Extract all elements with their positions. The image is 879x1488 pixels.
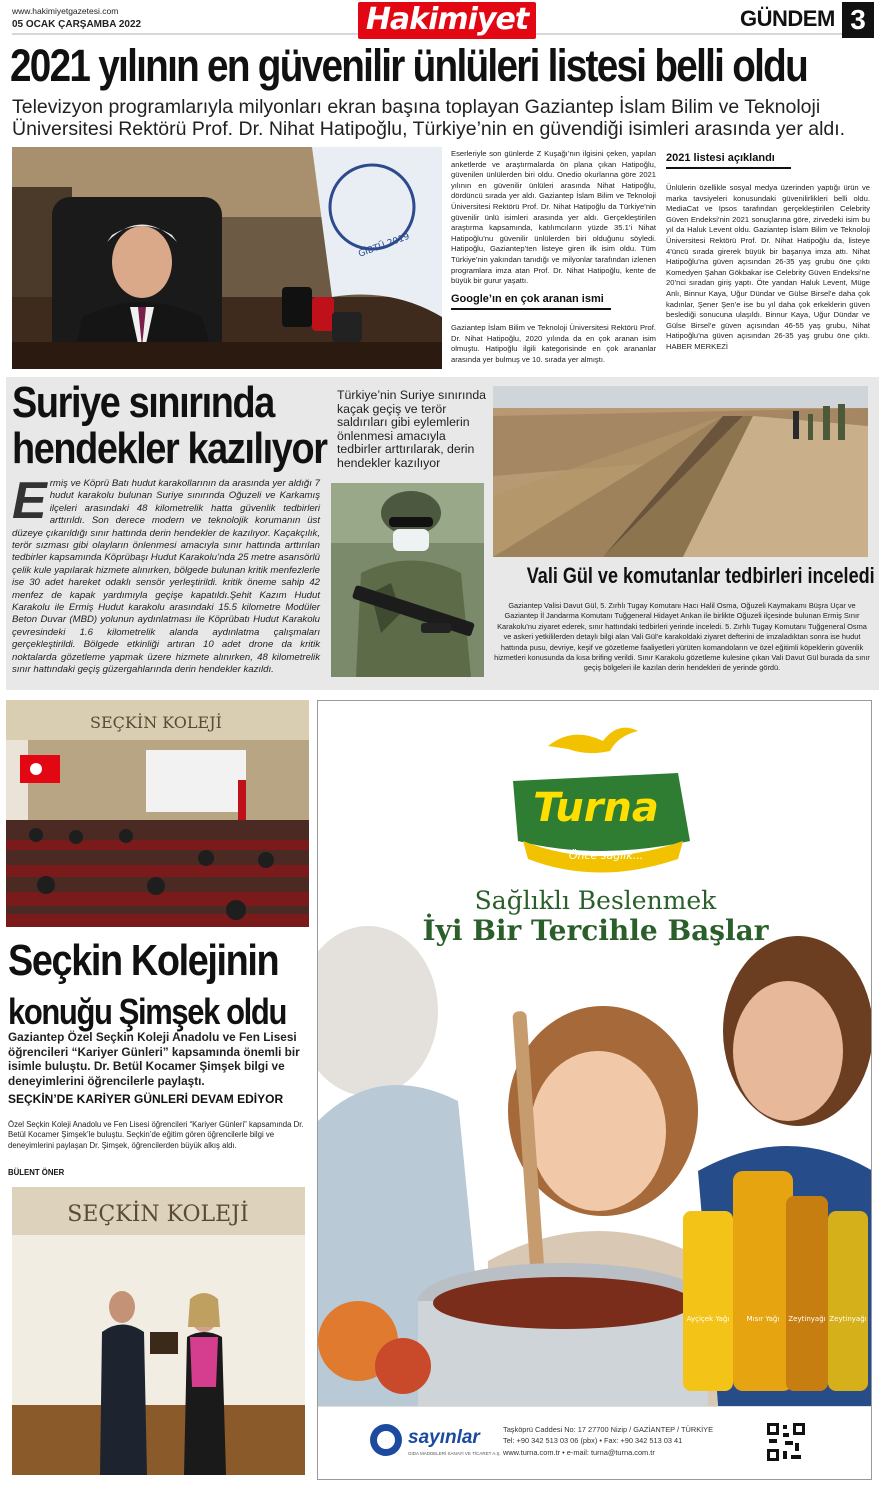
site-url: www.hakimiyetgazetesi.com xyxy=(12,6,119,16)
wall-sign: SEÇKİN KOLEJİ xyxy=(90,713,222,732)
story1-column1: Eserleriyle son günlerde Z Kuşağı’nın ilgisini çeken, yapılan anketlerde ve araştırmalarda ön plana çıkan Hatipoğlu, güvenilen ünlülerden biri oldu. Onedio okurlarına göre 2021 yılının en güvenilir ünlüleri arasında Nihat Hatipoğlu, dördüncü sırada yer aldı. Gaziantep İslam Bilim ve Teknoloji Üniversitesi Rektörü Prof. Dr. Nihat Hatipoğlu da Türkiye’nin güvenilir ünlü isimleri arasında yer aldı. Gerçekleştirilen araştırma kapsamında, katılımcıların yüzde 35.1’i Nihat Hatipoğlu’nu güvenilir ünlülerden biri olduğunu söyledi. Hatipoğlu, Gaziantep’ten listeye giren ilk isim oldu. Tüm Türkiye’nin yakından tanıdığı ve milyonlar tarafından izlenen programlara imza atan Prof. Dr. Nihat Hatipoğlu, kente de büyük bir gurur yaşattı. xyxy=(451,149,656,286)
newspaper-logo: Hakimiyet xyxy=(358,2,536,39)
story3-headline-line2: konuğu Şimşek oldu xyxy=(8,991,286,1032)
story3-photo-award xyxy=(12,1187,305,1475)
wall-sign-2: SEÇKİN KOLEJİ xyxy=(67,1202,249,1227)
story1-kicker2: 2021 listesi açıklandı xyxy=(666,152,775,164)
sayinlar-logo-icon xyxy=(368,1422,404,1458)
ad-brand-slogan: Önce sağlık... xyxy=(568,849,644,862)
story2-body-wrap xyxy=(12,472,320,677)
story3-kicker: SEÇKİN’DE KARİYER GÜNLERİ DEVAM EDİYOR xyxy=(8,1092,284,1106)
kicker2-rule xyxy=(666,167,791,169)
story2-lead: Türkiye’nin Suriye sınırında kaçak geçiş ve terör saldırıları gibi eylemlerin önlenmesi amacıyla tedbirler arttırılarak, derin hendekler kazılıyor xyxy=(337,388,486,470)
qr-code-icon[interactable] xyxy=(765,1421,807,1463)
story1-kicker1: Google’ın en çok aranan ismi xyxy=(451,293,604,305)
story2-caption: Gaziantep Valisi Davut Gül, 5. Zırhlı Tugay Komutanı Hacı Halil Osma, Oğuzeli Kaymakamı Büşra Uçar ve Gaziantep İl Jandarma Komutanı Tuğgeneral Hidayet Arıkan ile birlikte Oğuzeli ilçesinde bulunan Ermiş Sınır Karakolu’nu ziyaret ederek, sınır hattındaki tedbirleri yerinde inceledi. 5. Zırhlı Tugay Komutanı Tuğgeneral Osma ve askeri yetkililerden detaylı bilgi alan Vali Gül’e karakoldaki ziyaret defterini de imzaladıktan sonra ise hudut hattında pusu, devriye, keşif ve gözetleme faaliyetleri yürüten komandoların ve özel eğitimli köpeklerin güvenlik hizmetleri konusunda da kısa brifing verildi. Sınır Karakolu gözetleme kulesine çıkan Vali Davut Gül burada da sınır geçiş bölgeleri ile kazılan derin hendekleri de yerinde gördü. xyxy=(494,601,870,673)
ad-tagline1: Sağlıklı Beslenmek xyxy=(474,886,717,915)
ad-company-sub: GIDA MADDELERİ SANAYİ VE TİCARET A.Ş. xyxy=(408,1451,501,1456)
story1-headline: 2021 yılının en güvenilir ünlüleri listesi belli oldu xyxy=(10,40,808,91)
story2-dropcap: E xyxy=(12,472,47,530)
story3-body: Özel Seçkin Koleji Anadolu ve Fen Lisesi öğrencileri “Kariyer Günleri” kapsamında Dr. Betül Kocamer Şimşek’le buluştu. Seçkin’de eğitim gören öğrencilerle bilgi ve deneyimlerini paylaşan Dr. Şimşek, öğrencilerden büyük alkış aldı. xyxy=(8,1120,304,1150)
ad-address-line3[interactable]: www.turna.com.tr • e-mail: turna@turna.com.tr xyxy=(503,1447,655,1457)
story1-column1b: Gaziantep İslam Bilim ve Teknoloji Üniversitesi Rektörü Prof. Dr. Nihat Hatipoğlu, 2020 yılında da en çok aranan isim olmuştu. Hatipoğlu ilgili kategorisinde en çok arananlar arasında yer bulmuş ve 10. sırada yer almıştı. xyxy=(451,323,656,364)
story1-kicker2-wrap xyxy=(666,152,870,169)
story2-headline-line1: Suriye sınırında xyxy=(12,378,274,427)
bottle-label-1: Ayçiçek Yağı xyxy=(686,1315,730,1323)
section-title: GÜNDEM xyxy=(740,6,835,31)
story2-subheadline: Vali Gül ve komutanlar tedbirleri inceledi xyxy=(526,563,875,588)
turna-advertisement[interactable] xyxy=(317,700,872,1480)
story3-photo-auditorium xyxy=(6,700,309,927)
story1-photo-hatipoglu xyxy=(12,147,442,369)
page-number: 3 xyxy=(842,2,874,38)
ad-illustration xyxy=(318,701,872,1406)
story3-headline-line1: Seçkin Kolejinin xyxy=(8,936,279,985)
story2-headline-line2: hendekler kazılıyor xyxy=(12,424,327,473)
issue-date: 05 OCAK ÇARŞAMBA 2022 xyxy=(12,19,142,30)
bottle-label-4: Zeytinyağı xyxy=(829,1315,867,1323)
ad-address-line2: Tel: +90 342 513 03 06 (pbx) • Fax: +90 342 513 03 41 xyxy=(503,1436,683,1446)
ad-footer xyxy=(318,1406,872,1480)
story3-byline: BÜLENT ÖNER xyxy=(8,1168,65,1177)
ad-address xyxy=(503,1424,713,1458)
story1-subheadline: Televizyon programlarıyla milyonları ekran başına toplayan Gaziantep İslam Bilim ve Teknoloji Üniversitesi Rektörü Prof. Dr. Nihat Hatipoğlu, Türkiye’nin en güvendiği isimleri arasında yer aldı. xyxy=(12,96,846,140)
story1-kicker1-wrap xyxy=(451,293,656,310)
story3-lead: Gaziantep Özel Seçkin Koleji Anadolu ve Fen Lisesi öğrencileri “Kariyer Günleri” kapsamında önemli bir isimle buluştu. Dr. Betül Kocamer Şimşek bilgi ve deneyimlerini öğrencilerle paylaştı. xyxy=(8,1030,300,1088)
kicker1-rule xyxy=(451,308,611,310)
story2-photo-soldier xyxy=(331,483,484,677)
story2-body: rmiş ve Köprü Batı hudut karakollarının da arasında yer aldığı 7 hudut karakolu bulunan Suriye sınırında Oğuzeli ve Karkamış ilçeleri arasındaki 48 kilometrelik hatta güvenlik tedbirleri arttırıldı. Son derece modern ve teknolojik korumanın üst düzeye çıkarıldığı sınır hattında derin hendekler de kazılıyor. Kaçakçılık, terör sızması gibi olayların önlenmesi amacıyla sınır hattında arttırılan tedbirler kapsamında Köprübaşı Hudut Karakolu’nda 25 metre asansörlü çelik kule yapılarak hizmete alınırken, bölgede bulunan kritik menfezlerle ise 30 adet hareket odaklı sensör yerleştirildi. kritik öneme sahip 42 menfez de kapak yardımıyla geçişe kapatıldı.Şehit Kazım Hudut Karakolu ile Ermiş Hudut karakolu arasındaki 15.5 kilometre Modüler Beton Duvar (MBD) yolunun aydınlatması ile Köprübatı Hudut Karakolu çevresindeki 1.6 kilometrelik alanda aydınlatma çalışmaları gerçekleştirildi. Bölgede etkinliği artıran 10 adet drone da kritik noktalarda gözetleme yapmak üzere hizmete alınırken, 48 kilometrelik sınır hattındaki geçiş güzergahlarında derin hendekler kazıldı. xyxy=(12,478,320,676)
story2-photo-trench xyxy=(493,386,868,557)
ad-address-line1: Taşköprü Caddesi No: 17 27700 Nizip / GAZİANTEP / TÜRKİYE xyxy=(503,1425,714,1434)
bottle-label-2: Mısır Yağı xyxy=(746,1315,780,1323)
story1-column2: Ünlülerin özellikle sosyal medya üzerinden yaptığı ürün ve marka tavsiyeleri konusundaki güvenilirlikleri belli oldu. MediaCat ve Ipsos tarafından gerçekleştirilen Celebrity Güven Endeksi’nin 2021 sonuçlarına göre, zirvedeki isim bu yıl da Haluk Levent oldu. Gaziantep İslam Bilim ve Teknoloji Üniversitesi Rektörü Prof. Dr. Nihat Hatipoğlu da, listeye 4’üncü sırada girerek büyük bir başarıya imza attı. Nihat Hatipoğlu’na güven açısından 26-35 yaş grubu öne çıktı Komedyen Şahan Gökbakar ise Celebrity Güven Endeksi’ne 20’nci sıradan giriş yaptı. Öte yandan Haluk Levent, Müge Anlı, Binnur Kaya, Uğur Dündar ve Gülse Birsel’e daha çok kadınlar, Şener Şen’e ise bu yıl daha çok erkeklerin güven beslediği sonucuna ulaşıldı. Binnur Kaya, Uğur Dündar ve Gülse Birsel’e güven açısından 46-55 yaş grubu, Nihat Hatipoğlu’na güven açısından 26-35 yaş grubu öne çıktı. HABER MERKEZİ xyxy=(666,183,870,351)
ad-brand-logo: Turna xyxy=(533,785,659,831)
ad-tagline2: İyi Bir Tercihle Başlar xyxy=(422,914,769,947)
story3-headline xyxy=(8,934,286,1037)
ad-company: sayınlar xyxy=(408,1427,480,1448)
bottle-label-3: Zeytinyağı xyxy=(788,1315,826,1323)
flag-text: GİBTÜ 2019 xyxy=(357,231,412,260)
story2-headline xyxy=(12,378,327,473)
